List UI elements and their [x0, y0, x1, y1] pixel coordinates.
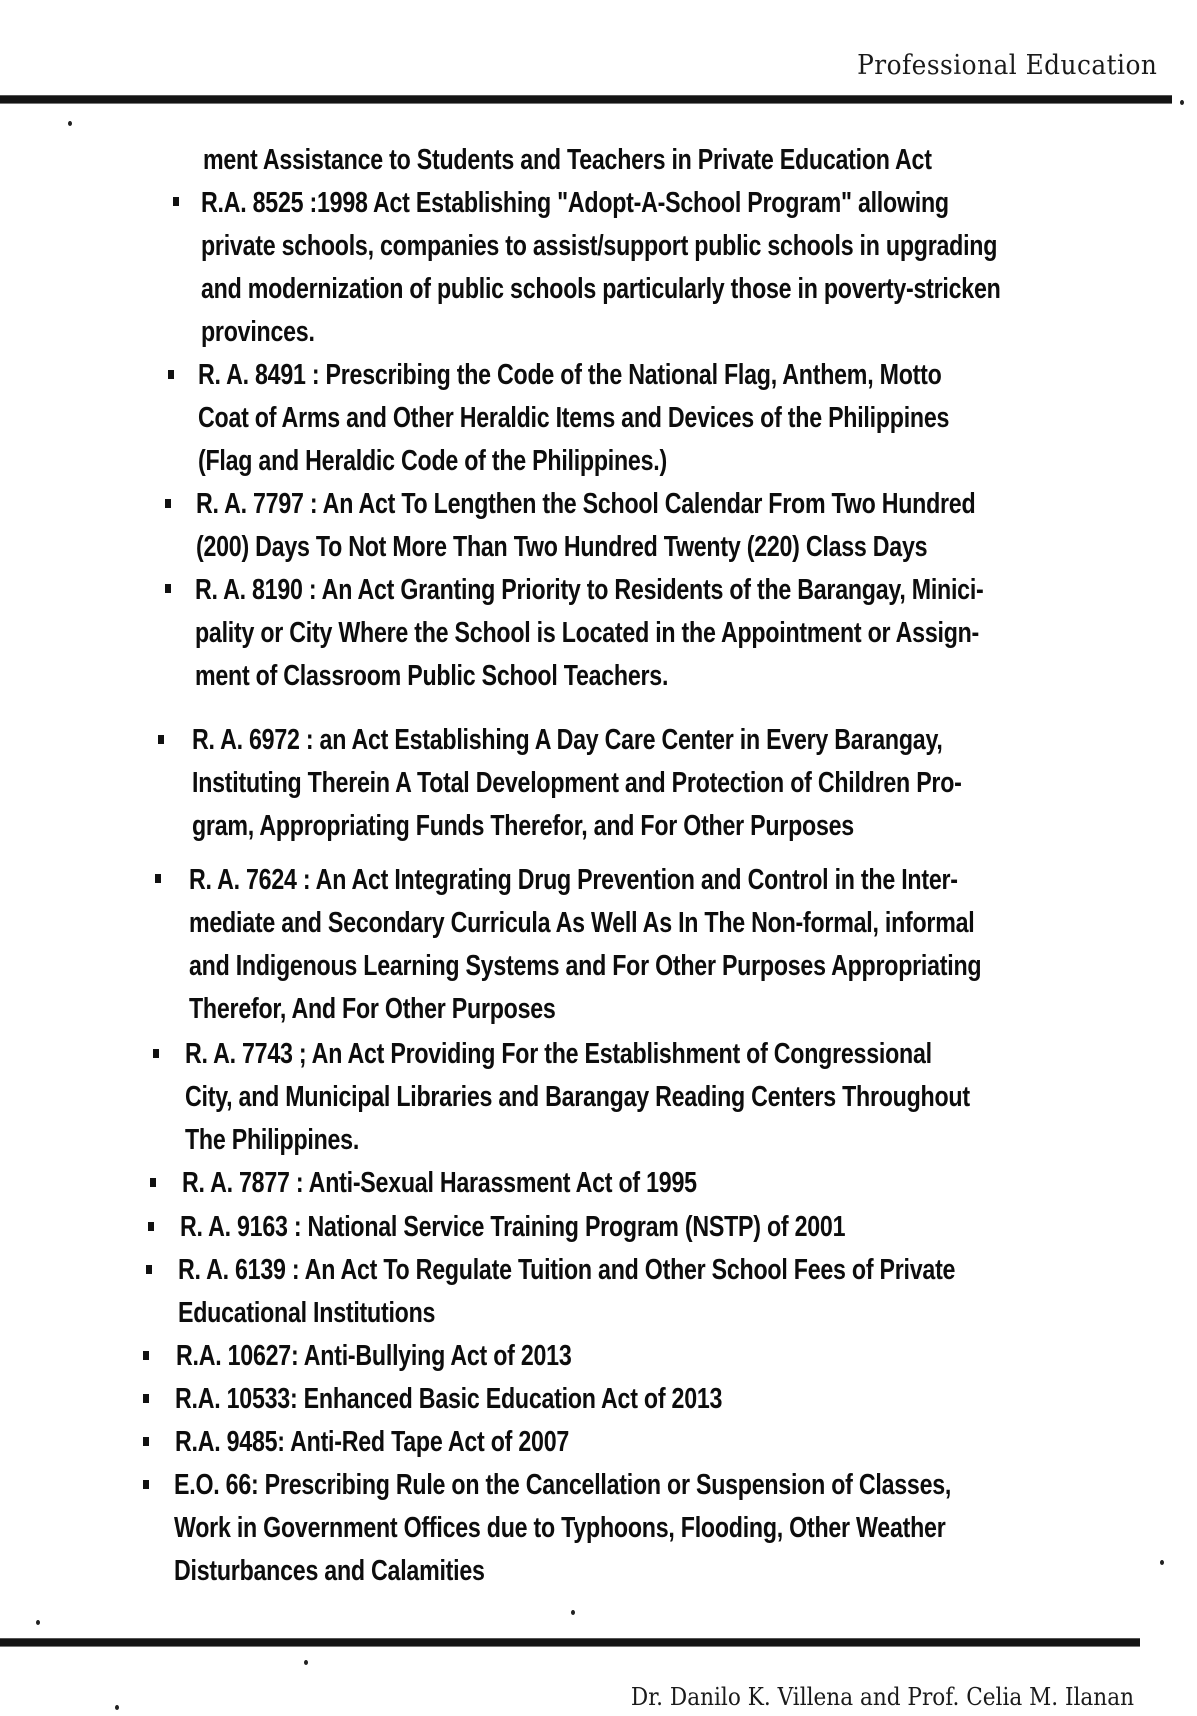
list-item-line: pality or City Where the School is Located in the Appointment or Assign-	[195, 617, 980, 649]
list-item-line: R. A. 6972 : an Act Establishing A Day Care Center in Every Barangay,	[192, 724, 943, 756]
bullet-icon	[158, 735, 164, 744]
list-item-line: Therefor, And For Other Purposes	[189, 993, 556, 1025]
list-item-line: R.A. 10627: Anti-Bullying Act of 2013	[176, 1340, 572, 1372]
running-header-title: Professional Education	[856, 50, 1157, 81]
bullet-icon	[153, 1049, 159, 1058]
list-item-line: and modernization of public schools particularly those in poverty-stricken	[201, 273, 1001, 305]
list-item-line: Educational Institutions	[178, 1297, 436, 1329]
list-item-line: R. A. 9163 : National Service Training Program (NSTP) of 2001	[180, 1211, 846, 1243]
list-item-line: R. A. 7877 : Anti-Sexual Harassment Act of 1995	[182, 1167, 697, 1199]
bullet-icon	[165, 499, 171, 508]
list-item-line: mediate and Secondary Curricula As Well As In The Non-formal, informal	[189, 907, 975, 939]
bullet-icon	[148, 1222, 154, 1231]
list-item-line: ment of Classroom Public School Teachers.	[195, 660, 669, 692]
footer-rule	[0, 1638, 1140, 1647]
scan-speck	[36, 1620, 40, 1625]
list-item-line: E.O. 66: Prescribing Rule on the Cancellation or Suspension of Classes,	[174, 1469, 952, 1501]
list-item-line: The Philippines.	[185, 1124, 360, 1156]
bullet-icon	[143, 1351, 149, 1360]
bullet-icon	[168, 370, 174, 379]
list-item-line: Instituting Therein A Total Development and Protection of Children Pro-	[192, 767, 962, 799]
bullet-icon	[143, 1437, 149, 1446]
list-item-line: R. A. 8491 : Prescribing the Code of the National Flag, Anthem, Motto	[198, 359, 942, 391]
bullet-icon	[155, 874, 161, 883]
bullet-icon	[146, 1265, 152, 1274]
footer-authors: Dr. Danilo K. Villena and Prof. Celia M. Ilanan	[630, 1683, 1134, 1711]
bullet-icon	[165, 584, 171, 593]
list-item-line: and Indigenous Learning Systems and For Other Purposes Appropriating	[189, 950, 982, 982]
continuation-line: ment Assistance to Students and Teachers in Private Education Act	[203, 144, 932, 176]
list-item-line: R. A. 7797 : An Act To Lengthen the School Calendar From Two Hundred	[196, 488, 976, 520]
scan-speck	[115, 1705, 119, 1710]
list-item-line: (200) Days To Not More Than Two Hundred Twenty (220) Class Days	[196, 531, 928, 563]
scan-speck	[304, 1660, 308, 1665]
header-rule	[0, 95, 1172, 104]
bullet-icon	[173, 197, 179, 206]
list-item-line: R. A. 8190 : An Act Granting Priority to Residents of the Barangay, Minici-	[195, 574, 984, 606]
list-item-line: R.A. 10533: Enhanced Basic Education Act of 2013	[175, 1383, 723, 1415]
list-item-line: R.A. 9485: Anti-Red Tape Act of 2007	[175, 1426, 570, 1458]
scan-speck	[1160, 1560, 1164, 1565]
list-item-line: Work in Government Offices due to Typhoons, Flooding, Other Weather	[174, 1512, 946, 1544]
list-item-line: gram, Appropriating Funds Therefor, and For Other Purposes	[192, 810, 854, 842]
list-item-line: Coat of Arms and Other Heraldic Items and Devices of the Philippines	[198, 402, 950, 434]
bullet-icon	[150, 1178, 156, 1187]
bullet-icon	[143, 1480, 149, 1489]
bullet-icon	[143, 1394, 149, 1403]
scan-speck	[1180, 100, 1184, 105]
list-item-line: private schools, companies to assist/support public schools in upgrading	[201, 230, 998, 262]
list-item-line: R. A. 7743 ; An Act Providing For the Establishment of Congressional	[185, 1038, 932, 1070]
list-item-line: City, and Municipal Libraries and Barangay Reading Centers Throughout	[185, 1081, 970, 1113]
list-item-line: R. A. 7624 : An Act Integrating Drug Prevention and Control in the Inter-	[189, 864, 958, 896]
list-item-line: provinces.	[201, 316, 315, 348]
list-item-line: R.A. 8525 :1998 Act Establishing "Adopt-A-School Program" allowing	[201, 187, 949, 219]
list-item-line: (Flag and Heraldic Code of the Philippines.)	[198, 445, 667, 477]
list-item-line: Disturbances and Calamities	[174, 1555, 485, 1587]
scan-speck	[571, 1610, 575, 1615]
scan-speck	[68, 121, 72, 126]
list-item-line: R. A. 6139 : An Act To Regulate Tuition and Other School Fees of Private	[178, 1254, 956, 1286]
